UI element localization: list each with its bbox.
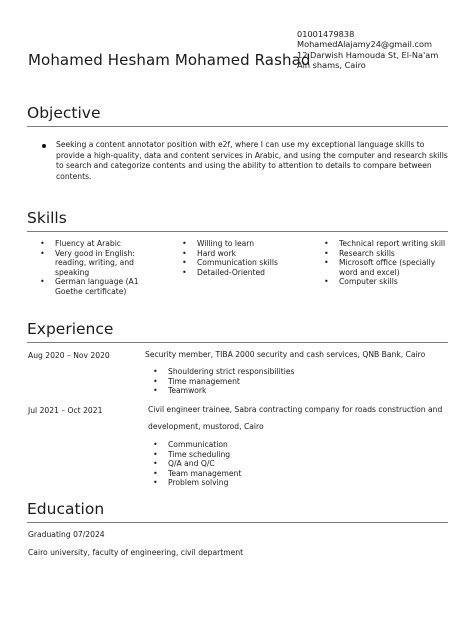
duty-item: • Problem solving — [153, 478, 423, 488]
skill-item: • Fluency at Arabic — [40, 239, 160, 249]
job-date: Jul 2021 – Oct 2021 — [28, 406, 103, 415]
duty-item: • Communication — [153, 440, 423, 450]
duty-item: • Teamwork — [153, 386, 423, 396]
duty-item: • Time scheduling — [153, 450, 423, 460]
job-duties-list — [153, 440, 423, 488]
skills-column-1 — [40, 239, 160, 297]
job-date: Aug 2020 – Nov 2020 — [28, 351, 110, 360]
duty-item: • Shouldering strict responsibilities — [153, 367, 423, 377]
job-title: Civil engineer trainee, Sabra contracting company for roads construction and development, mustorod, Cairo — [148, 405, 443, 431]
education-heading: Education — [27, 500, 105, 518]
skills-column-3 — [324, 239, 450, 287]
skill-item: • Research skills — [324, 249, 450, 259]
skill-item: • Technical report writing skill — [324, 239, 450, 249]
contact-block — [297, 29, 438, 71]
skills-divider — [27, 231, 448, 232]
skill-item: • Computer skills — [324, 277, 450, 287]
duty-item: • Time management — [153, 377, 423, 387]
institution: Cairo university, faculty of engineering, civil department — [28, 548, 244, 557]
graduation-date: Graduating 07/2024 — [28, 530, 105, 539]
objective-divider — [27, 126, 448, 127]
skill-item: • Detailed-Oriented — [182, 268, 292, 278]
duty-item: • Team management — [153, 469, 423, 479]
skill-item: • Hard work — [182, 249, 292, 259]
skill-item: • Communication skills — [182, 258, 292, 268]
objective-text: Seeking a content annotator position with e2f, where I can use my exceptional language skills to provide a high-quality, data and content services in Arabic, and using the computer and research skills to search and categorize contents and using the ability to attention to details to compare between contents. — [56, 140, 448, 181]
job-title: Security member, TIBA 2000 security and cash services, QNB Bank, Cairo — [145, 350, 426, 359]
duty-item: • Q/A and Q/C — [153, 459, 423, 469]
experience-heading: Experience — [27, 320, 114, 338]
skills-heading: Skills — [27, 209, 67, 227]
job-duties-list — [153, 367, 423, 396]
skill-item: • Microsoft office (specially word and excel) — [324, 258, 450, 277]
education-divider — [27, 522, 448, 523]
address-line-2: Ain shams, Cairo — [297, 60, 366, 71]
objective-bullet — [42, 144, 46, 148]
objective-heading: Objective — [27, 104, 101, 122]
experience-divider — [27, 342, 448, 343]
address-line-1: 12 Darwish Hamouda St, El-Na'am — [297, 49, 439, 60]
skill-item: • German language (A1 Goethe certificate) — [40, 277, 160, 296]
skill-item: • Very good in English: reading, writing, and speaking — [40, 249, 160, 278]
skill-item: • Willing to learn — [182, 239, 292, 249]
candidate-name: Mohamed Hesham Mohamed Rashad — [28, 51, 311, 69]
email-address: MohamedAlajamy24@gmail.com — [297, 39, 432, 50]
phone-number: 01001479838 — [297, 29, 355, 39]
skills-column-2 — [182, 239, 292, 277]
